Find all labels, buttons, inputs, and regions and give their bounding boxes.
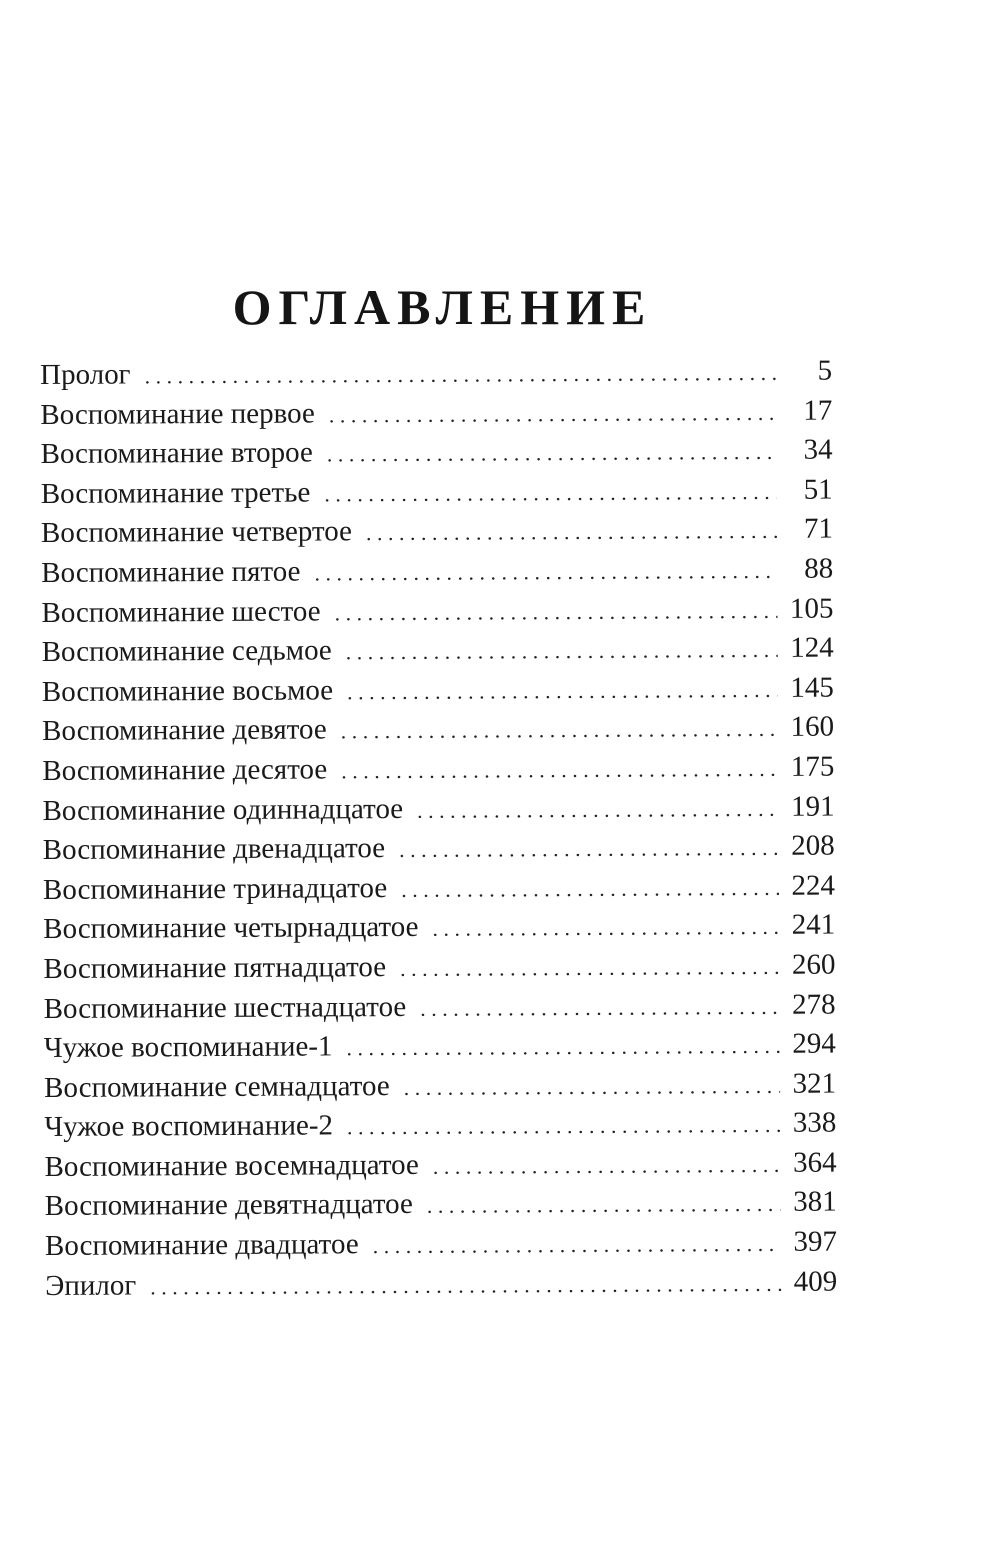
toc-entry: [45, 1183, 837, 1227]
toc-entry-label: Воспоминание четырнадцатое: [43, 911, 419, 946]
toc-entry-page: 208: [791, 829, 835, 862]
toc-entry: [42, 629, 834, 673]
toc-entry-label: Воспоминание пятнадцатое: [43, 950, 387, 985]
toc-entry: [41, 510, 833, 554]
toc-entry-page: 278: [792, 988, 836, 1021]
dot-leader: [144, 353, 776, 396]
toc-entry-page: 88: [804, 552, 834, 585]
toc-entry: [43, 945, 835, 989]
dot-leader: [329, 392, 777, 434]
toc-entry-label: Воспоминание тринадцатое: [42, 871, 388, 906]
toc-entry-page: 51: [803, 473, 833, 506]
toc-entry: [45, 1262, 837, 1306]
toc-entry-page: 364: [792, 1146, 837, 1179]
dot-leader: [399, 828, 779, 870]
toc-entry-label: Воспоминание семнадцатое: [43, 1069, 390, 1104]
toc-entry-page: 294: [792, 1027, 836, 1060]
dot-leader: [427, 1184, 781, 1226]
toc-entry-label: Воспоминание восьмое: [41, 674, 334, 708]
dot-leader: [150, 1264, 781, 1307]
toc-entry-page: 409: [793, 1265, 838, 1298]
dot-leader: [327, 432, 777, 474]
toc-entry-label: Воспоминание девятнадцатое: [44, 1188, 413, 1223]
dot-leader: [347, 1105, 781, 1147]
toc-entry-page: 160: [790, 710, 835, 744]
toc-entry-label: Воспоминание десятое: [42, 753, 328, 787]
toc-entry: [43, 906, 835, 950]
toc-entry-label: Чужое воспоминание-2: [44, 1109, 334, 1144]
toc-entry-label: Чужое воспоминание-1: [43, 1030, 333, 1065]
toc-entry-label: Воспоминание восемнадцатое: [44, 1148, 419, 1183]
toc-entry: [44, 1064, 836, 1108]
toc-entry-page: 17: [803, 394, 833, 427]
toc-entry-page: 71: [803, 512, 834, 546]
toc-entry: [42, 708, 834, 752]
toc-entry-label: Воспоминание второе: [40, 436, 313, 471]
toc-entry: [42, 748, 834, 792]
toc-entry: [43, 827, 835, 871]
dot-leader: [420, 986, 780, 1028]
toc-entry-label: Воспоминание шестое: [41, 594, 321, 629]
toc-entry-page: 224: [791, 869, 836, 902]
toc-entry: [41, 550, 833, 594]
toc-entry: [40, 431, 832, 475]
dot-leader: [401, 868, 779, 910]
toc-entry-label: Воспоминание четвертое: [40, 515, 353, 550]
toc-entry-page: 124: [790, 631, 834, 664]
toc-entry-label: Эпилог: [45, 1269, 137, 1302]
toc-entry: [42, 668, 834, 712]
toc-entry: [42, 787, 834, 831]
toc-entry-page: 260: [791, 948, 836, 981]
dot-leader: [366, 511, 777, 553]
dot-leader: [433, 1145, 781, 1187]
toc-entry-page: 397: [793, 1225, 838, 1258]
toc-entry: [44, 1025, 836, 1069]
toc-entry-label: Воспоминание третье: [40, 476, 311, 510]
toc-entry-page: 321: [792, 1067, 837, 1100]
toc-entry: [43, 866, 835, 910]
toc-entry-page: 241: [791, 908, 836, 942]
dot-leader: [400, 947, 780, 989]
dot-leader: [341, 709, 779, 751]
toc-entry: [41, 589, 833, 633]
toc-entry-label: Пролог: [40, 358, 131, 391]
toc-entry-label: Воспоминание шестнадцатое: [43, 990, 407, 1025]
toc-entry-label: Воспоминание первое: [40, 397, 315, 431]
dot-leader: [341, 749, 778, 791]
toc-entry: [44, 985, 836, 1029]
dot-leader: [346, 630, 778, 672]
toc-entry: [45, 1223, 837, 1267]
toc-entry-page: 381: [793, 1186, 837, 1219]
toc-entry-page: 5: [817, 354, 833, 387]
toc-entry: [44, 1143, 836, 1187]
dot-leader: [314, 551, 777, 593]
dot-leader: [346, 1026, 780, 1068]
toc-entry-label: Воспоминание девятое: [42, 713, 327, 748]
toc-entry: [40, 352, 832, 396]
toc-entry-page: 145: [790, 671, 834, 704]
toc-entry-label: Воспоминание седьмое: [41, 634, 332, 669]
toc-entry-label: Воспоминание двадцатое: [44, 1228, 359, 1263]
toc-entry-page: 105: [789, 592, 834, 625]
toc-entry: [41, 470, 833, 514]
toc-entry-page: 34: [803, 433, 833, 466]
toc-entry-page: 175: [790, 750, 835, 783]
dot-leader: [417, 788, 779, 830]
dot-leader: [324, 472, 777, 514]
dot-leader: [373, 1224, 782, 1266]
toc-entry-page: 191: [790, 790, 835, 823]
page-title: ОГЛАВЛЕНИЕ: [232, 278, 653, 335]
toc-entry-label: Воспоминание одиннадцатое: [42, 792, 404, 827]
dot-leader: [347, 670, 778, 712]
toc-entry: [44, 1104, 836, 1148]
table-of-contents: [40, 352, 837, 1307]
dot-leader: [404, 1066, 781, 1108]
dot-leader: [432, 907, 779, 949]
dot-leader: [334, 590, 777, 632]
toc-entry-label: Воспоминание пятое: [41, 555, 301, 589]
toc-entry-page: 338: [792, 1106, 837, 1140]
toc-entry: [40, 391, 832, 435]
toc-entry-label: Воспоминание двенадцатое: [42, 832, 386, 867]
